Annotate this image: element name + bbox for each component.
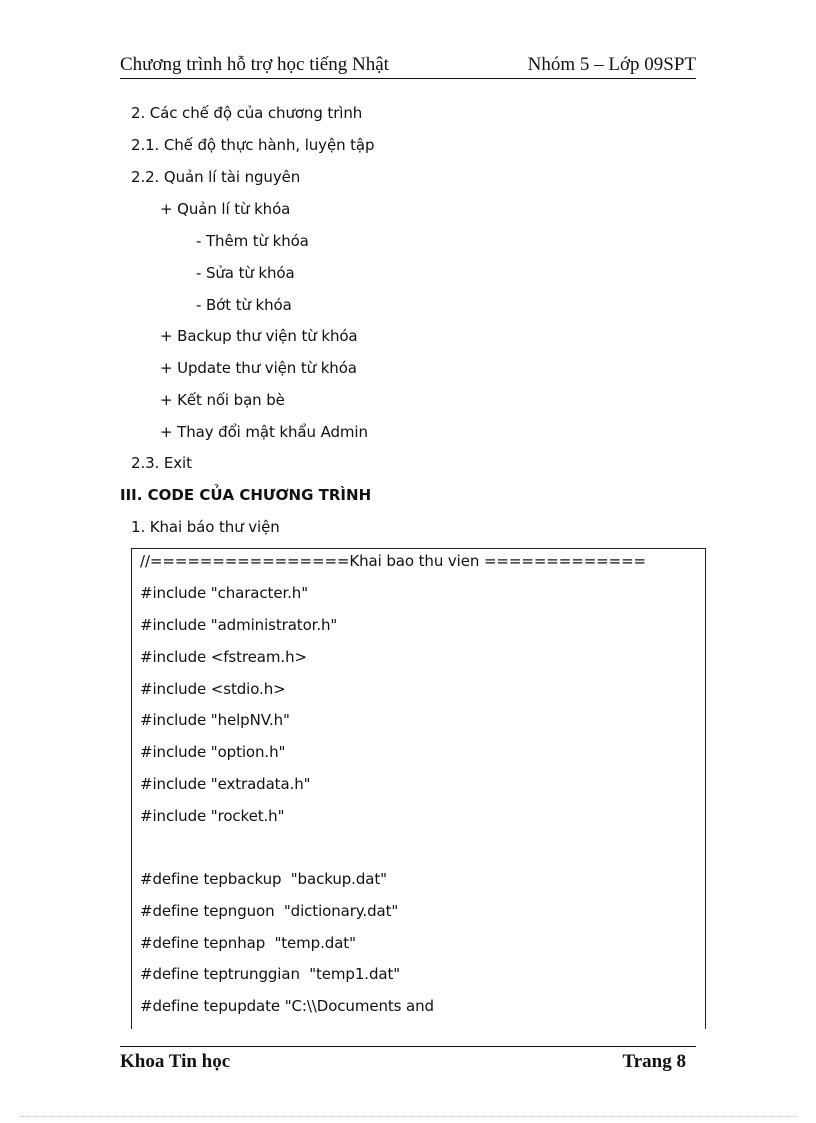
list-item: - Sửa từ khóa xyxy=(196,264,295,282)
section-heading: III. CODE CỦA CHƯƠNG TRÌNH xyxy=(120,486,372,504)
code-line: #include "rocket.h" xyxy=(140,807,285,825)
code-line: #define tepupdate "C:\\Documents and xyxy=(140,997,434,1015)
page-footer xyxy=(120,1046,696,1077)
list-item: 2.3. Exit xyxy=(131,454,192,472)
list-item: + Quản lí từ khóa xyxy=(160,200,291,218)
code-line: #define teptrunggian "temp1.dat" xyxy=(140,965,401,983)
page-header xyxy=(120,52,696,79)
subsection-heading: 1. Khai báo thư viện xyxy=(131,518,280,536)
header-title: Chương trình hỗ trợ học tiếng Nhật xyxy=(120,54,389,75)
list-item: + Thay đổi mật khẩu Admin xyxy=(160,423,368,441)
list-item: + Kết nối bạn bè xyxy=(160,391,285,409)
page-number: Trang 8 xyxy=(622,1051,686,1072)
code-line: //================Khai bao thu vien ============= xyxy=(140,552,647,570)
list-item: + Update thư viện từ khóa xyxy=(160,359,357,377)
list-item: + Backup thư viện từ khóa xyxy=(160,327,358,345)
header-group: Nhóm 5 – Lớp 09SPT xyxy=(527,54,696,75)
page-edge-divider xyxy=(20,1116,796,1117)
list-item: 2.1. Chế độ thực hành, luyện tập xyxy=(131,136,375,154)
code-line: #include "option.h" xyxy=(140,743,286,761)
code-line: #define tepbackup "backup.dat" xyxy=(140,870,387,888)
list-item: 2.2. Quản lí tài nguyên xyxy=(131,168,301,186)
list-item: - Thêm từ khóa xyxy=(196,232,309,250)
code-block xyxy=(131,548,706,1029)
footer-department: Khoa Tin học xyxy=(120,1051,231,1072)
code-line: #include "extradata.h" xyxy=(140,775,311,793)
list-item: 2. Các chế độ của chương trình xyxy=(131,104,363,122)
code-line: #include "administrator.h" xyxy=(140,616,338,634)
code-line: #define tepnhap "temp.dat" xyxy=(140,934,356,952)
code-line: #include <stdio.h> xyxy=(140,680,286,698)
code-line: #include "helpNV.h" xyxy=(140,711,290,729)
code-line: #include <fstream.h> xyxy=(140,648,307,666)
code-line: #include "character.h" xyxy=(140,584,309,602)
list-item: - Bớt từ khóa xyxy=(196,296,292,314)
code-line: #define tepnguon "dictionary.dat" xyxy=(140,902,399,920)
